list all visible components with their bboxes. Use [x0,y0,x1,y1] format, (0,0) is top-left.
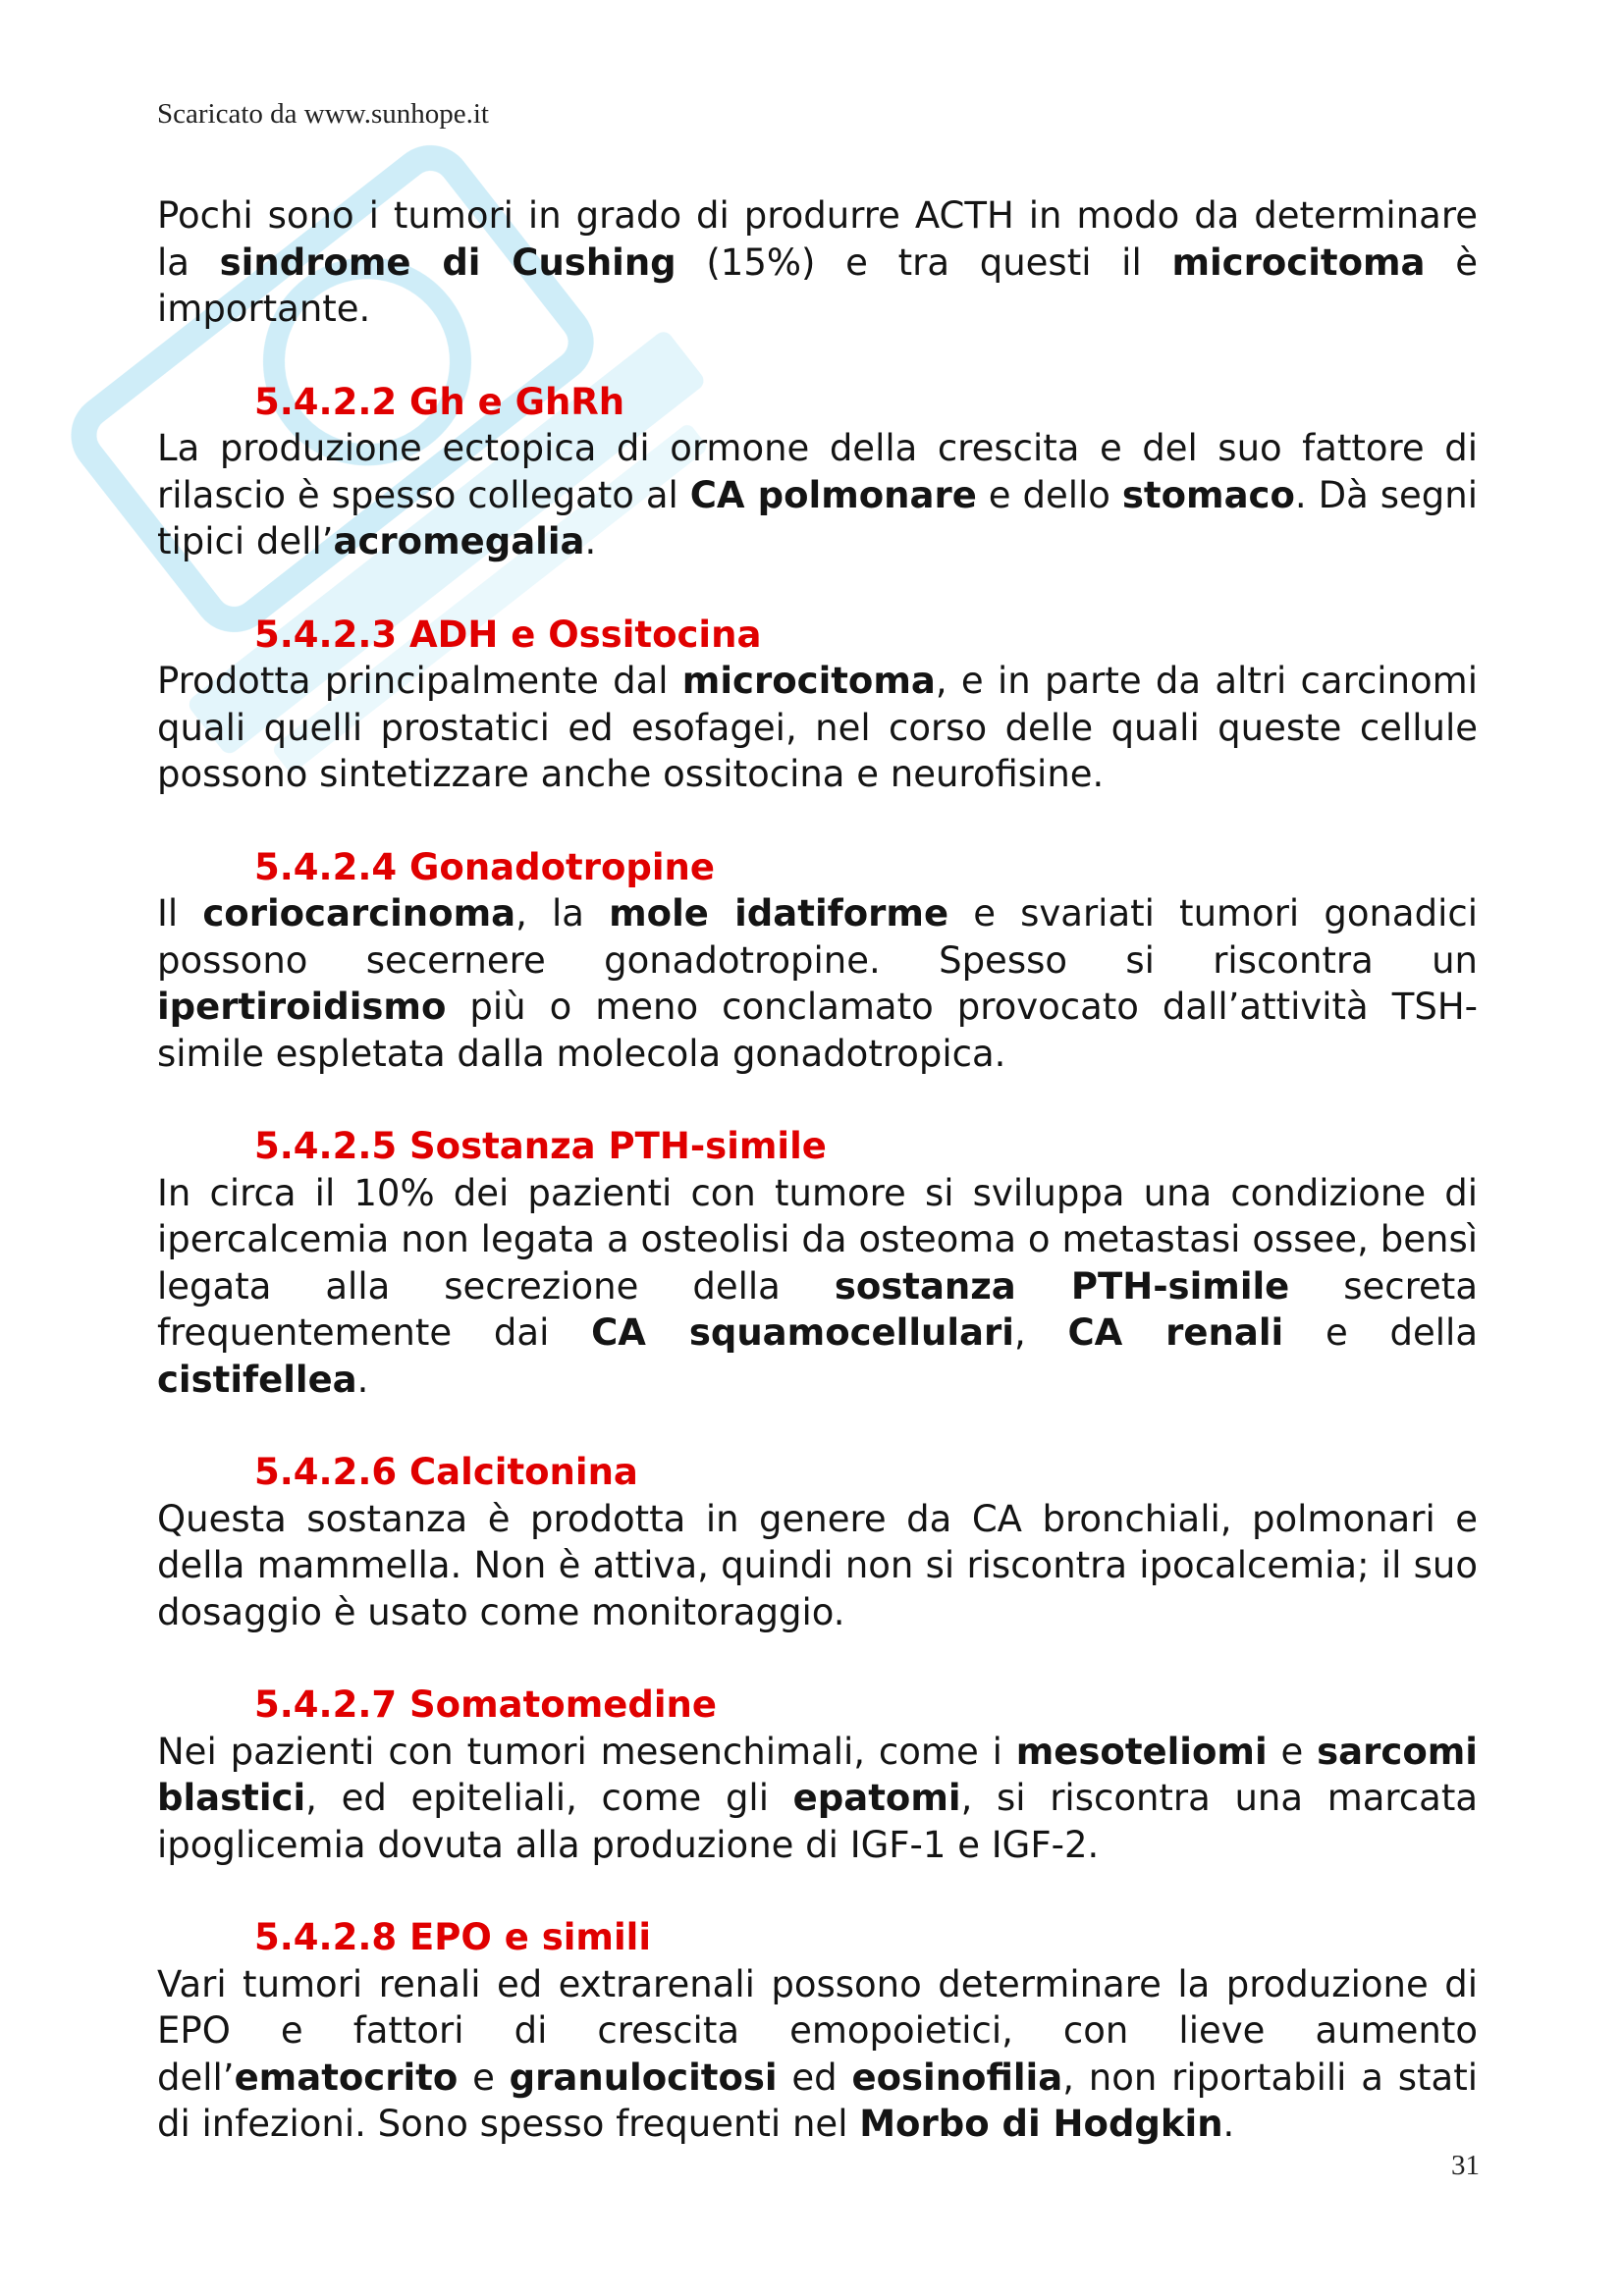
text-run: e [458,2056,510,2099]
bold-term: mole idatiforme [609,892,949,934]
text-run: , non riportabili a stati di infezioni. Sono spesso frequenti nel [157,2056,1478,2145]
text-run: , si riscontra una marcata ipoglicemia dovuta alla produzione di IGF-1 e IGF-2. [157,1777,1478,1866]
bold-term: stomaco [1121,473,1295,516]
bold-term: mesoteliomi [1015,1730,1268,1773]
text-run: Questa sostanza è prodotta in genere da CA bronchiali, polmonari e della mammella. Non è attiva, quindi non si riscontra ipocalcemia; il suo dosaggio è usato come monitoraggio. [157,1497,1478,1633]
text-run: e dello [976,473,1122,516]
bold-term: sarcomi blastici [157,1730,1478,1819]
text-run: e della [1283,1311,1478,1354]
section [157,1449,1478,1635]
text-run: La produzione ectopica di ormone della crescita e del suo fattore di rilascio è spesso collegato al [157,427,1478,516]
section-heading: 5.4.2.7 Somatomedine [254,1683,717,1726]
bold-term: epatomi [792,1777,961,1819]
document-body [157,192,1478,2148]
section-paragraph [157,1729,1478,1869]
bold-term: CA polmonare [689,473,977,516]
text-run: In circa il 10% dei pazienti con tumore si sviluppa una condizione di ipercalcemia non legata a osteolisi da osteoma o metastasi ossee, bensì legata alla secrezione della [157,1171,1478,1308]
text-run: secreta frequentemente dai [157,1264,1478,1354]
bold-term: ematocrito [234,2056,459,2099]
section [157,1123,1478,1403]
section-paragraph [157,1170,1478,1404]
section-paragraph [157,658,1478,798]
text-run: , [1013,1311,1068,1354]
bold-term: cistifellea [157,1358,357,1401]
bold-term: eosinofilia [851,2056,1063,2099]
text-run: , ed epiteliali, come gli [305,1777,793,1819]
text-run: Pochi sono i tumori in grado di produrre ACTH in modo da determinare la [157,194,1478,284]
text-run: ed [777,2056,852,2099]
section-heading: 5.4.2.8 EPO e simili [254,1916,652,1958]
section-heading: 5.4.2.6 Calcitonina [254,1451,638,1493]
bold-term: granulocitosi [509,2056,778,2099]
text-run: (15%) e tra questi il [676,240,1172,284]
text-run: e svariati tumori gonadici possono secernere gonadotropine. Spesso si riscontra un [157,892,1478,982]
text-run: Vari tumori renali ed extrarenali possono determinare la produzione di EPO e fattori di crescita emopoietici, con lieve aumento dell’ [157,1962,1478,2099]
text-run: Il [157,892,203,934]
page-number: 31 [1451,2150,1480,2181]
section [157,1682,1478,1868]
bold-term: CA renali [1067,1311,1284,1354]
bold-term: microcitoma [681,660,936,702]
section-paragraph [157,1961,1478,2148]
bold-term: sindrome di Cushing [219,240,676,284]
text-run: , la [515,892,610,934]
section [157,379,1478,565]
section-heading: 5.4.2.3 ADH e Ossitocina [254,613,762,656]
section [157,844,1478,1078]
section-heading: 5.4.2.5 Sostanza PTH-simile [254,1125,827,1167]
bold-term: acromegalia [333,520,585,562]
text-run: . Dà segni tipici dell’ [157,473,1478,562]
text-run: è importante. [157,240,1478,330]
section-paragraph [157,1496,1478,1636]
text-run: Nei pazienti con tumori mesenchimali, come i [157,1730,1016,1773]
section-heading: 5.4.2.2 Gh e GhRh [254,380,625,423]
text-run: . [356,1358,369,1401]
page-header: Scaricato da www.sunhope.it [157,98,489,130]
bold-term: sostanza PTH-simile [834,1264,1290,1308]
intro-paragraph [157,192,1478,333]
section [157,612,1478,798]
bold-term: microcitoma [1171,240,1426,284]
section-paragraph [157,890,1478,1077]
text-run: , e in parte da altri carcinomi quali quelli prostatici ed esofagei, nel corso delle quali queste cellule possono sintetizzare anche ossitocina e neurofisine. [157,660,1478,795]
bold-term: coriocarcinoma [202,892,516,934]
bold-term: Morbo di Hodgkin [859,2103,1223,2145]
text-run: Prodotta principalmente dal [157,660,682,702]
text-run: più o meno conclamato provocato dall’attività TSH-simile espletata dalla molecola gonadotropica. [157,986,1478,1075]
text-run: . [1222,2103,1235,2145]
bold-term: ipertiroidismo [157,986,447,1028]
section [157,1914,1478,2148]
text-run: e [1267,1730,1318,1773]
text-run: . [584,520,597,562]
section-heading: 5.4.2.4 Gonadotropine [254,845,715,888]
bold-term: CA squamocellulari [591,1311,1014,1354]
section-paragraph [157,425,1478,565]
